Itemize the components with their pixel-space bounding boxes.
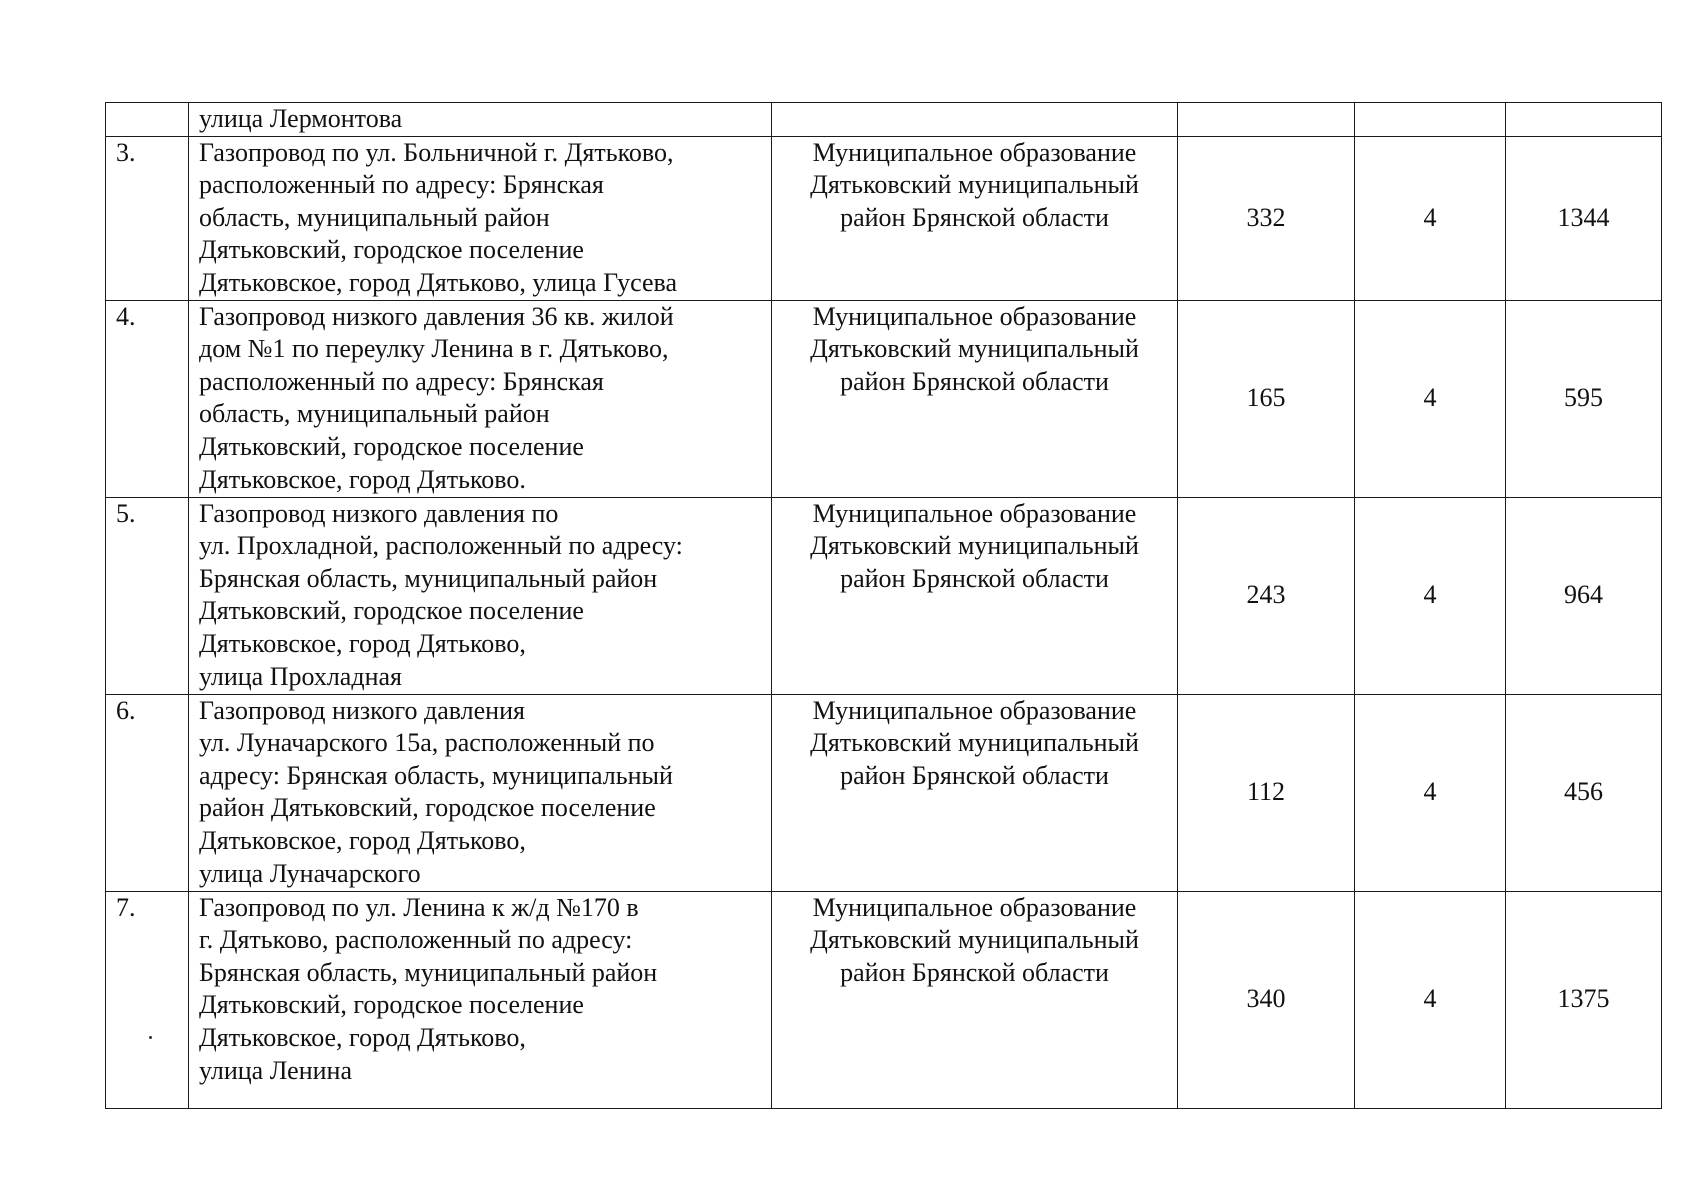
owner-line: Дятьковский муниципальный: [810, 925, 1139, 955]
volume-cell: 595: [1506, 300, 1662, 497]
row-number-cell: 5.: [106, 497, 189, 694]
owner-line: район Брянской области: [840, 202, 1109, 232]
gas-pipeline-registry-table: [105, 102, 1662, 1109]
row-number-cell: [106, 103, 189, 137]
object-name-line: расположенный по адресу: Брянская: [199, 170, 604, 200]
object-name-line: улица Прохладная: [199, 661, 402, 691]
object-name-cell: [189, 136, 772, 300]
owner-cell: [772, 136, 1178, 300]
volume-cell: 964: [1506, 497, 1662, 694]
object-name-cell: [189, 497, 772, 694]
length-cell: 243: [1178, 497, 1355, 694]
diameter-cell: 4: [1355, 136, 1506, 300]
object-name-line: улица Луначарского: [199, 858, 421, 888]
object-name-line: Дятьковский, городское поселение: [199, 235, 584, 265]
length-cell: 165: [1178, 300, 1355, 497]
row-number-cell: 4.: [106, 300, 189, 497]
object-name-line: Брянская область, муниципальный район: [199, 563, 658, 593]
owner-cell: [772, 300, 1178, 497]
scan-speck: [149, 1036, 152, 1039]
owner-cell: [772, 694, 1178, 891]
object-name-line: Дятьковский, городское поселение: [199, 990, 584, 1020]
owner-line: Муниципальное образование: [812, 892, 1137, 922]
object-name-line: Дятьковское, город Дятьково.: [199, 464, 526, 494]
object-name-cell: [189, 891, 772, 1108]
object-name-line: Газопровод по ул. Ленина к ж/д №170 в: [199, 892, 639, 922]
diameter-cell: [1355, 103, 1506, 137]
owner-line: район Брянской области: [840, 366, 1109, 396]
object-name-line: Дятьковское, город Дятьково,: [199, 1022, 526, 1052]
object-name-line: Газопровод низкого давления 36 кв. жилой: [199, 301, 674, 331]
table-row: [106, 497, 1662, 694]
owner-line: Муниципальное образование: [812, 498, 1137, 528]
object-name-line: Дятьковский, городское поселение: [199, 431, 584, 461]
object-name-line: улица Ленина: [199, 1055, 352, 1085]
object-name-line: Брянская область, муниципальный район: [199, 957, 658, 987]
object-name-line: Газопровод низкого давления по: [199, 498, 559, 528]
object-name-line: дом №1 по переулку Ленина в г. Дятьково,: [199, 334, 669, 364]
object-name-line: Дятьковское, город Дятьково,: [199, 825, 526, 855]
object-name-line: область, муниципальный район: [199, 202, 550, 232]
length-cell: [1178, 103, 1355, 137]
diameter-cell: 4: [1355, 497, 1506, 694]
object-name-cell: [189, 300, 772, 497]
object-name-line: район Дятьковский, городское поселение: [199, 793, 656, 823]
owner-line: район Брянской области: [840, 563, 1109, 593]
diameter-cell: 4: [1355, 694, 1506, 891]
owner-line: Дятьковский муниципальный: [810, 728, 1139, 758]
owner-line: район Брянской области: [840, 760, 1109, 790]
table-row: [106, 300, 1662, 497]
volume-cell: 1344: [1506, 136, 1662, 300]
owner-line: Дятьковский муниципальный: [810, 334, 1139, 364]
table-row: [106, 891, 1662, 1108]
object-name-line: ул. Прохладной, расположенный по адресу:: [199, 531, 683, 561]
object-name-cell: [189, 103, 772, 137]
object-name-line: Газопровод низкого давления: [199, 695, 525, 725]
owner-line: Дятьковский муниципальный: [810, 531, 1139, 561]
length-cell: 112: [1178, 694, 1355, 891]
object-name-line: расположенный по адресу: Брянская: [199, 366, 604, 396]
volume-cell: 456: [1506, 694, 1662, 891]
row-number-cell: 7.: [106, 891, 189, 1108]
row-number-cell: 3.: [106, 136, 189, 300]
table-row: [106, 136, 1662, 300]
length-cell: 332: [1178, 136, 1355, 300]
owner-line: Дятьковский муниципальный: [810, 170, 1139, 200]
owner-cell: [772, 497, 1178, 694]
object-name-cell: [189, 694, 772, 891]
volume-cell: 1375: [1506, 891, 1662, 1108]
object-name-line: Газопровод по ул. Больничной г. Дятьково,: [199, 137, 674, 167]
object-name-line: область, муниципальный район: [199, 399, 550, 429]
owner-cell: [772, 103, 1178, 137]
table-row: [106, 103, 1662, 137]
object-name-line: Дятьковское, город Дятьково,: [199, 628, 526, 658]
object-name-line: Дятьковское, город Дятьково, улица Гусева: [199, 267, 677, 297]
row-number-cell: 6.: [106, 694, 189, 891]
diameter-cell: 4: [1355, 300, 1506, 497]
owner-cell: [772, 891, 1178, 1108]
object-name-line: Дятьковский, городское поселение: [199, 596, 584, 626]
object-name-line: г. Дятьково, расположенный по адресу:: [199, 925, 633, 955]
object-name-line: ул. Луначарского 15а, расположенный по: [199, 728, 655, 758]
owner-line: Муниципальное образование: [812, 137, 1137, 167]
object-name-line: улица Лермонтова: [199, 104, 403, 133]
object-name-line: адресу: Брянская область, муниципальный: [199, 760, 673, 790]
diameter-cell: 4: [1355, 891, 1506, 1108]
length-cell: 340: [1178, 891, 1355, 1108]
owner-line: Муниципальное образование: [812, 695, 1137, 725]
volume-cell: [1506, 103, 1662, 137]
owner-line: район Брянской области: [840, 957, 1109, 987]
table-row: [106, 694, 1662, 891]
owner-line: Муниципальное образование: [812, 301, 1137, 331]
